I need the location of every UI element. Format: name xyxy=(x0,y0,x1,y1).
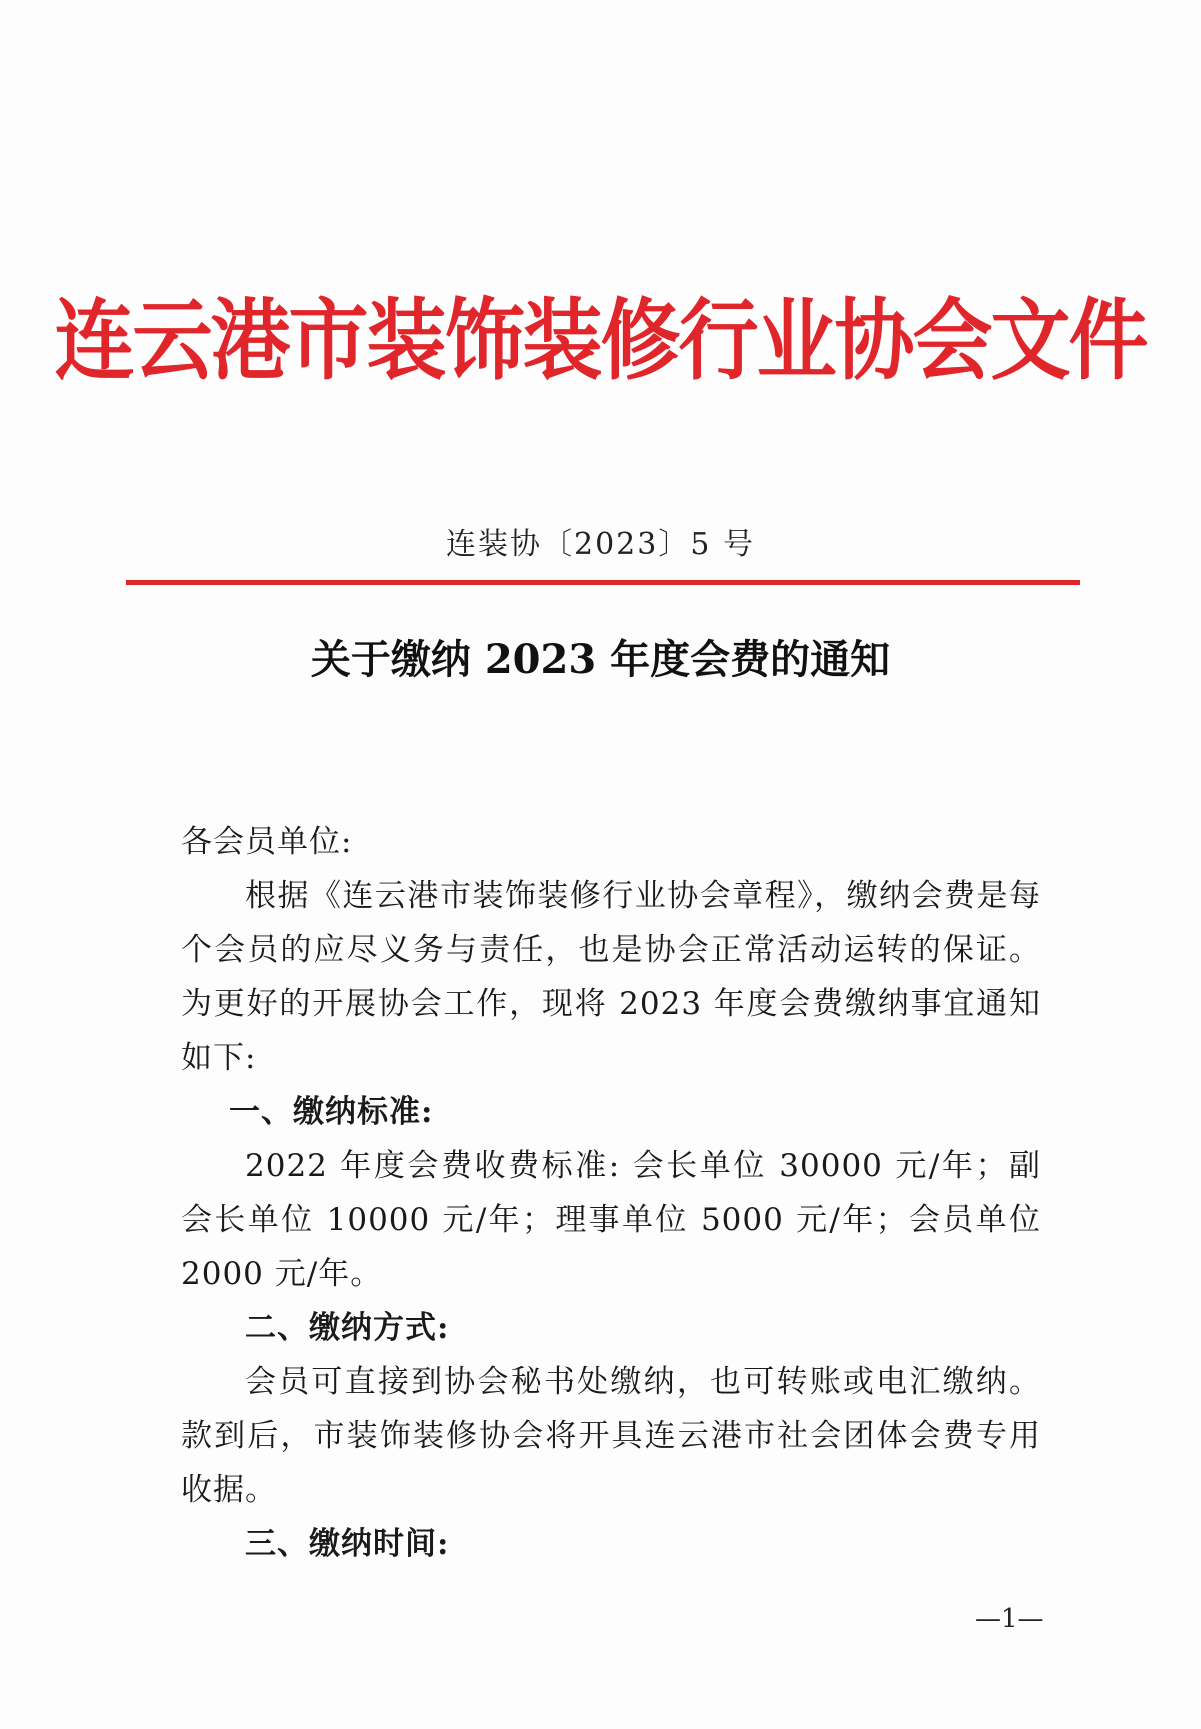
notice-title: 关于缴纳 2023 年度会费的通知 xyxy=(310,636,891,683)
section-heading-standard: 一、缴纳标准: xyxy=(229,1094,434,1130)
salutation: 各会员单位: xyxy=(181,824,353,860)
intro-paragraph: 根据《连云港市装饰装修行业协会章程》，缴纳会费是每个会员的应尽义务与责任，也是协会正常活动运转的保证。为更好的开展协会工作，现将 2023 年度会费缴纳事宜通知如下: xyxy=(181,878,1041,1076)
masthead-title: 连云港市装饰装修行业协会文件 xyxy=(54,288,1147,392)
notice-body xyxy=(181,815,1041,1571)
document-number: 连装协〔2023〕5 号 xyxy=(446,527,755,562)
page-number: —1— xyxy=(975,1604,1044,1634)
section-text-standard: 2022 年度会费收费标准: 会长单位 30000 元/年；副会长单位 10000 元/年；理事单位 5000 元/年；会员单位 2000 元/年。 xyxy=(181,1148,1041,1292)
section-text-method: 会员可直接到协会秘书处缴纳，也可转账或电汇缴纳。款到后，市装饰装修协会将开具连云港市社会团体会费专用收据。 xyxy=(181,1364,1041,1508)
section-heading-time: 三、缴纳时间: xyxy=(245,1526,450,1562)
section-heading-method: 二、缴纳方式: xyxy=(245,1310,450,1346)
red-divider-line xyxy=(126,580,1080,585)
